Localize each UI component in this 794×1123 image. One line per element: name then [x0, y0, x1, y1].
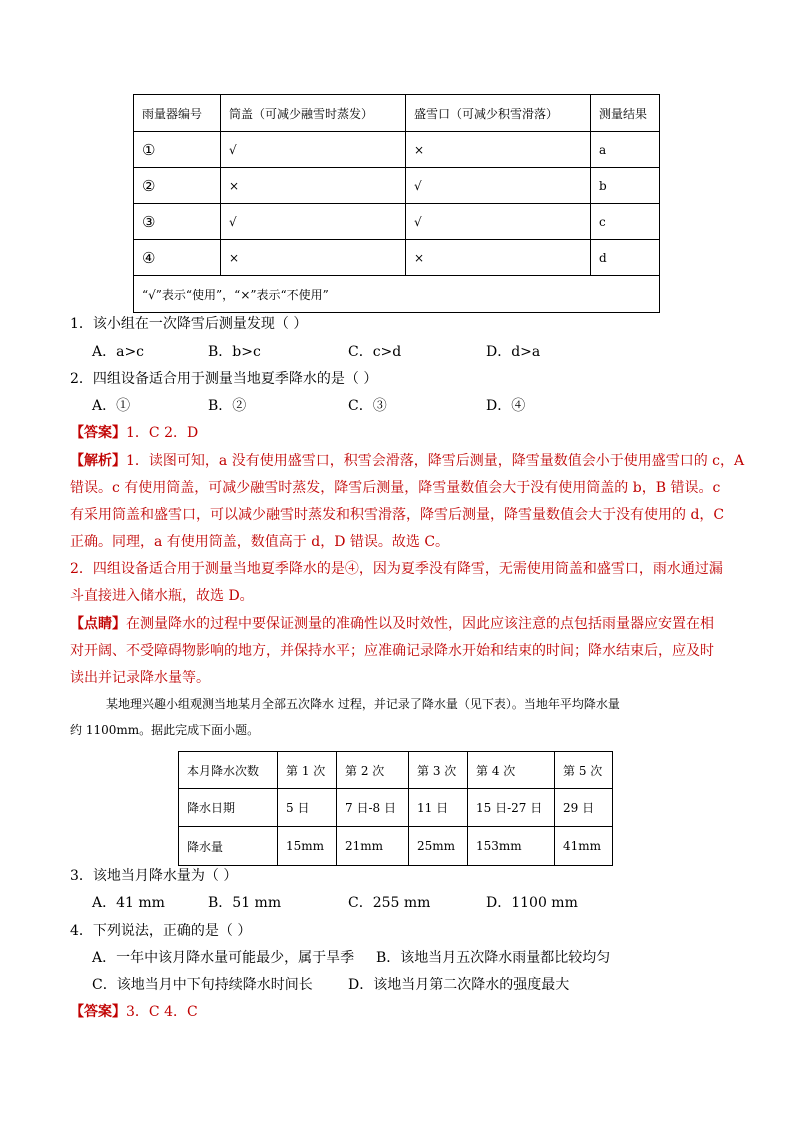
table-cell: √ — [406, 204, 591, 240]
option-b: B．该地当月五次降水雨量都比较均匀 — [376, 950, 611, 966]
table-cell: 11 日 — [409, 789, 468, 827]
intro-paragraph — [70, 691, 750, 743]
option-a: A．一年中该月降水量可能最少，属于旱季 — [92, 950, 355, 966]
table-row — [134, 204, 660, 240]
table-row — [179, 789, 613, 827]
table-header-cell: 第 2 次 — [337, 752, 409, 789]
table-cell: c — [591, 204, 660, 240]
table-cell: × — [221, 240, 406, 276]
table-cell: ④ — [134, 240, 221, 276]
option-d: D．④ — [486, 398, 526, 414]
option-a: A．a>c — [92, 344, 145, 360]
analysis-line: 斗直接进入储水瓶，故选 D。 — [70, 588, 254, 604]
table-header-cell: 第 5 次 — [555, 752, 613, 789]
table-cell: 5 日 — [278, 789, 337, 827]
table-cell: √ — [221, 204, 406, 240]
table-cell: ① — [134, 132, 221, 168]
analysis-line: 错误。c 有使用筒盖，可减少融雪时蒸发，降雪后测量，降雪量数值会大于没有使用筒盖的 b，B 错误。c — [70, 480, 721, 496]
table-cell: 降水日期 — [179, 789, 278, 827]
table-cell: √ — [221, 132, 406, 168]
question-3-options — [0, 893, 794, 913]
table-header-cell: 本月降水次数 — [179, 752, 278, 789]
table-cell: × — [406, 132, 591, 168]
option-a: A．41 mm — [92, 895, 165, 911]
question-3-stem: 3．该地当月降水量为（ ） — [70, 868, 238, 884]
table-row — [134, 240, 660, 276]
table-cell: √ — [406, 168, 591, 204]
question-4-options-row-2 — [0, 975, 794, 995]
option-c: C．c>d — [348, 344, 402, 360]
table-cell: 41mm — [555, 827, 613, 866]
key-point-line: 在测量降水的过程中要保证测量的准确性以及时效性，因此应该注意的点包括雨量器应安置在相 — [126, 616, 714, 632]
intro-line: 约 1100mm。据此完成下面小题。 — [70, 723, 260, 737]
analysis-line: 有采用筒盖和盛雪口，可以减少融雪时蒸发和积雪滑落，降雪后测量，降雪量数值会大于没有使用的 d，C — [70, 507, 725, 523]
table-header-cell: 盛雪口（可减少积雪滑落） — [406, 95, 591, 132]
analysis-line: 2．四组设备适合用于测量当地夏季降水的是④，因为夏季没有降雪，无需使用筒盖和盛雪口，雨水通过漏 — [70, 561, 723, 577]
analysis-line: 1．读图可知，a 没有使用盛雪口，积雪会滑落，降雪后测量，降雪量数值会小于使用盛雪口的 c，A — [126, 453, 745, 469]
table-cell: 7 日-8 日 — [337, 789, 409, 827]
key-point-line: 对开阔、不受障碍物影响的地方，并保持水平；应准确记录降水开始和结束的时间；降水结束后，应及时 — [70, 643, 714, 659]
answer-text: 3．C 4．C — [126, 1004, 198, 1020]
option-d: D．该地当月第二次降水的强度最大 — [348, 977, 570, 993]
table-cell: 153mm — [468, 827, 555, 866]
table-cell: b — [591, 168, 660, 204]
table-note: “√”表示“使用”，“×”表示“不使用” — [134, 276, 660, 313]
answer-tag: 【答案】 — [70, 1004, 126, 1020]
answer-text: 1．C 2．D — [126, 425, 199, 441]
question-4-stem: 4．下列说法，正确的是（ ） — [70, 923, 252, 939]
table-cell: ② — [134, 168, 221, 204]
table-header-cell: 第 4 次 — [468, 752, 555, 789]
table-header-cell: 第 3 次 — [409, 752, 468, 789]
option-b: B．b>c — [208, 344, 261, 360]
key-point-line: 读出并记录降水量等。 — [70, 670, 210, 686]
table-cell: × — [221, 168, 406, 204]
question-2-options — [0, 396, 794, 416]
option-c: C．255 mm — [348, 895, 431, 911]
table-row — [179, 752, 613, 789]
table-cell: a — [591, 132, 660, 168]
option-c: C．③ — [348, 398, 387, 414]
table-cell: ③ — [134, 204, 221, 240]
table-cell: × — [406, 240, 591, 276]
table-header-cell: 第 1 次 — [278, 752, 337, 789]
table-row — [179, 827, 613, 866]
table-cell: d — [591, 240, 660, 276]
key-point-block — [70, 611, 750, 692]
analysis-line: 正确。同理，a 有使用筒盖，数值高于 d，D 错误。故选 C。 — [70, 534, 450, 550]
table-row — [134, 132, 660, 168]
table-cell: 15 日-27 日 — [468, 789, 555, 827]
key-point-tag: 【点睛】 — [70, 616, 126, 632]
table-cell: 25mm — [409, 827, 468, 866]
question-1-stem: 1．该小组在一次降雪后测量发现（ ） — [70, 316, 308, 332]
rain-gauge-table — [133, 94, 660, 313]
question-1-options — [0, 342, 794, 362]
option-d: D．1100 mm — [486, 895, 578, 911]
answer-block-1 — [70, 420, 198, 447]
table-header-cell: 雨量器编号 — [134, 95, 221, 132]
option-c: C．该地当月中下旬持续降水时间长 — [92, 977, 313, 993]
option-d: D．d>a — [486, 344, 541, 360]
table-cell: 15mm — [278, 827, 337, 866]
option-a: A．① — [92, 398, 131, 414]
question-2-stem: 2．四组设备适合用于测量当地夏季降水的是（ ） — [70, 371, 378, 387]
table-cell: 29 日 — [555, 789, 613, 827]
answer-block-2 — [70, 999, 198, 1026]
option-b: B．51 mm — [208, 895, 282, 911]
question-4-options-row-1 — [0, 948, 794, 968]
option-b: B．② — [208, 398, 247, 414]
table-header-cell: 筒盖（可减少融雪时蒸发） — [221, 95, 406, 132]
table-row — [134, 168, 660, 204]
intro-line: 某地理兴趣小组观测当地某月全部五次降水 过程，并记录了降水量（见下表）。当地年平均降水量 — [106, 697, 620, 711]
analysis-tag: 【解析】 — [70, 453, 126, 469]
analysis-block — [70, 448, 750, 610]
table-header-cell: 测量结果 — [591, 95, 660, 132]
table-cell: 降水量 — [179, 827, 278, 866]
rainfall-table — [178, 751, 613, 866]
answer-tag: 【答案】 — [70, 425, 126, 441]
table-cell: 21mm — [337, 827, 409, 866]
